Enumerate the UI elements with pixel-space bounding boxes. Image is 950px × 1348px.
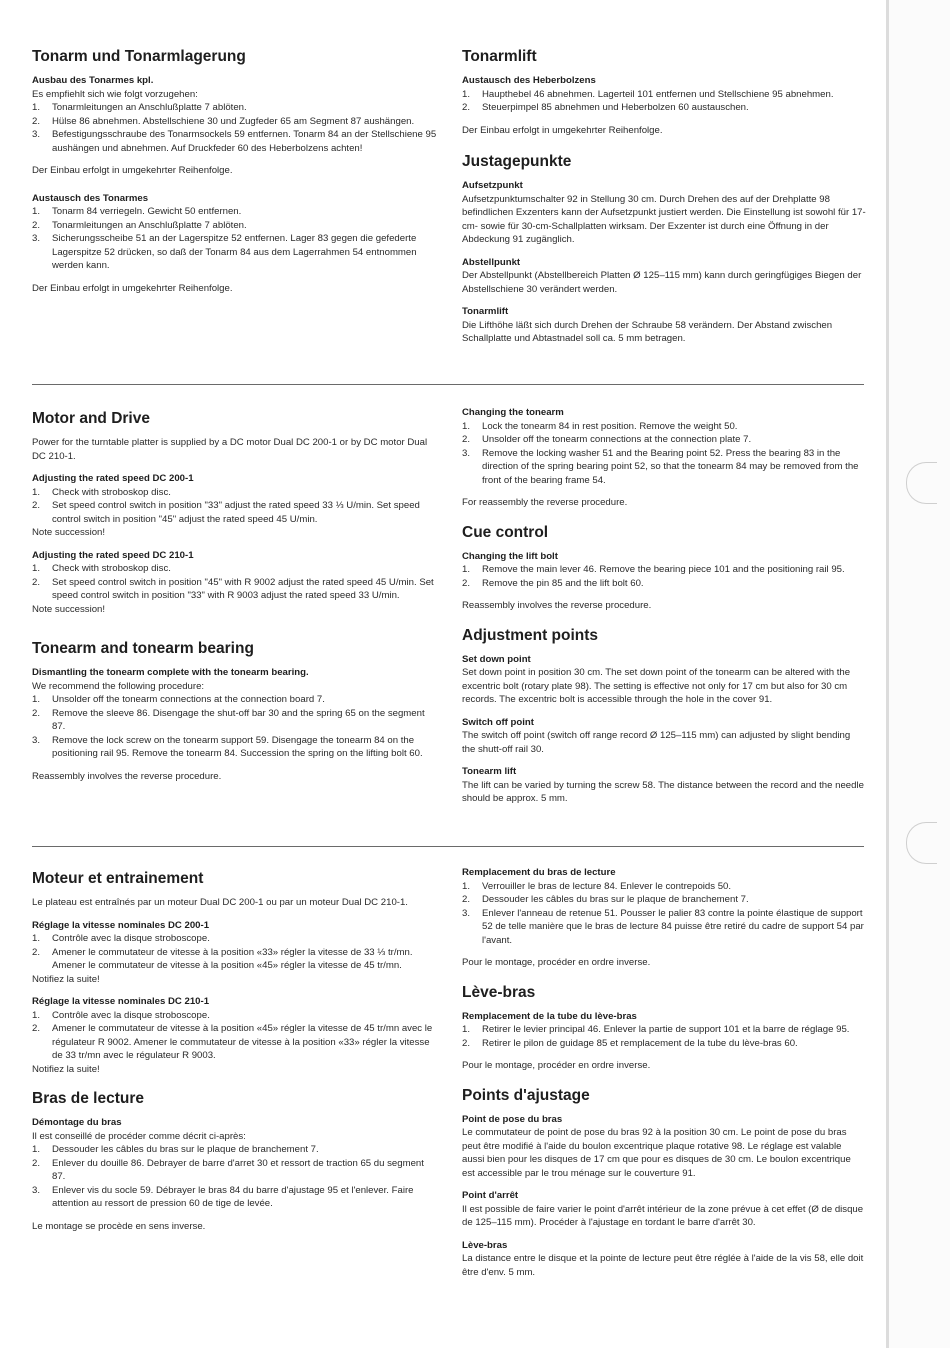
list-item: 1. Lock the tonearm 84 in rest position. Remove the weight 50. [462,420,738,432]
section-title: Tonarm und Tonarmlagerung [32,48,246,65]
list-item: 1. Check with stroboskop disc. [32,486,171,498]
list-item: 3. Enlever vis du socle 59. Débrayer le bras 84 du barre d'ajustage 95 et l'enlever. Faire attention au ressort de pression 60 de tige de levée. [32,1184,414,1209]
body-text: The lift can be varied by turning the screw 58. The distance between the record and the needle should be approx. 5 mm. [462,779,864,804]
footer-text: Reassembly involves the reverse procedure. [32,770,222,782]
subheading: Set down point [462,653,531,665]
section-divider [32,384,864,385]
list-item: 2. Amener le commutateur de vitesse à la position «45» régler la vitesse de 45 tr/mn avec le régulateur R 9002. Amener le commutateur de vitesse à la position «33» régler la vitesse de 33 tr/mn avec le régulateur R 9003. [32,1023,433,1061]
intro-text: We recommend the following procedure: [32,680,205,692]
body-text: Der Abstellpunkt (Abstellbereich Platten Ø 125–115 mm) kann durch geringfügiges Biegen der Abstellschiene 30 verändert werden. [462,270,862,295]
list-item: 2. Dessouder les câbles du bras sur le plaque de branchement 7. [462,894,749,905]
steps-list [32,205,438,273]
scan-edge-line [886,0,889,1348]
body-text: Il est possible de faire varier le point d'arrêt intérieur de la zone prévue à cet effet (Ø de disque de 125–115 mm). Procéder à l'ajustage en tordant le barre d'arrêt 30. [462,1203,864,1228]
list-item: 2. Set speed control switch in position "45" with R 9002 adjust the rated speed 45 U/min. Set speed control switch in position "33" with R 9003 adjust the rated speed 33 U/min. [32,576,434,601]
footer-text: Le montage se procède en sens inverse. [32,1220,206,1232]
list-item: 2. Retirer le pilon de guidage 85 et remplacement de la tube du lève-bras 60. [462,1037,798,1049]
steps-list [32,1009,438,1063]
body-text: Die Lifthöhe läßt sich durch Drehen der Schraube 58 verändern. Der Abstand zwischen Schallplatte und Abtastnadel soll ca. 5 mm betragen. [462,319,833,344]
section-title: Cue control [462,523,549,541]
subheading: Switch off point [462,716,534,728]
footer-text: Pour le montage, procéder en ordre inverse. [462,1060,651,1071]
list-item: 1. Check with stroboskop disc. [32,563,171,574]
section-title: Lève-bras [462,983,536,1001]
binder-clip-mark [906,462,937,504]
list-item: 3. Enlever l'anneau de retenue 51. Pousser le palier 83 contre la pointe élastique de support 52 de telle manière que le bras de lecture 84 puisse être retiré du cadre de support 54 par l'avant. [462,907,864,946]
list-item: 2. Amener le commutateur de vitesse à la position «33» régler la vitesse de 33 ⅓ tr/mn. Amener le commutateur de vitesse à la position «45» régler la vitesse de 45 tr/mn. [32,946,413,971]
section-divider [32,846,864,847]
subheading: Tonarmlift [462,306,509,317]
body-text: Aufsetzpunktumschalter 92 in Stellung 30 cm. Durch Drehen des auf der Drehplatte 98 befindlichen Exzenters kann der Aufsetzpunkt justiert werden. Die Einstellung ist sowohl für 17-cm- sowie für 30-cm-Schallplatten wirksam. Der Exzenter ist durch eine Öffnung in der Abdeckung 91 zugänglich. [462,193,866,245]
footer-text: Der Einbau erfolgt in umgekehrter Reihenfolge. [462,124,663,136]
footer-text: For reassembly the reverse procedure. [462,497,628,508]
steps-list [32,562,438,603]
subheading: Changing the lift bolt [462,550,558,562]
section-title: Tonearm and tonearm bearing [32,640,254,657]
footer-text: Pour le montage, procéder en ordre inverse. [462,957,651,968]
subheading: Adjusting the rated speed DC 200-1 [32,473,194,484]
intro-text: Le plateau est entraînés par un moteur Dual DC 200-1 ou par un moteur Dual DC 210-1. [32,897,408,908]
list-item: 2. Tonarmleitungen an Anschlußplatte 7 ablöten. [32,219,247,231]
list-item: 1. Tonarm 84 verriegeln. Gewicht 50 entfernen. [32,206,242,217]
subheading: Austausch des Tonarmes [32,192,149,204]
subheading: Lève-bras [462,1239,508,1251]
subheading: Remplacement de la tube du lève-bras [462,1010,637,1022]
section-title: Adjustment points [462,626,599,644]
section-title: Bras de lecture [32,1090,144,1107]
body-text: Le commutateur de point de pose du bras 92 à la position 30 cm. Le point de pose du bras peut être modifié à l'aide du boulon excentrique plaque rotative 98. Le réglage est valable aussi bien pour les disques de 17 cm que pour es disques de 30 cm. Le boulon excentrique est accessible par le trou ménage sur le couverture 91. [462,1127,851,1179]
list-item: 2. Remove the pin 85 and the lift bolt 60. [462,577,644,589]
subheading: Réglage la vitesse nominales DC 210-1 [32,996,210,1007]
footer-text: Notifiez la suite! [32,973,100,985]
english-left-column [32,410,438,792]
list-item: 2. Unsolder off the tonearm connections at the connection plate 7. [462,434,752,445]
steps-list [462,1023,866,1050]
steps-list [462,880,866,948]
list-item: 1. Retirer le levier principal 46. Enlever la partie de support 101 et la barre de réglage 95. [462,1024,850,1035]
subheading: Remplacement du bras de lecture [462,867,616,878]
intro-text: Il est conseillé de procéder comme décrit ci-après: [32,1130,246,1142]
subheading: Tonearm lift [462,766,517,777]
list-item: 1. Dessouder les câbles du bras sur le plaque de branchement 7. [32,1144,319,1155]
list-item: 3. Remove the lock screw on the tonearm support 59. Disengage the tonearm 84 on the positioning rail 95. Remove the tonearm 84. Succession the spring on the lifting bolt 60. [32,734,423,759]
binder-clip-mark [906,822,937,864]
subheading: Ausbau des Tonarmes kpl. [32,75,154,86]
steps-list [32,932,438,973]
steps-list [32,1143,438,1211]
subheading: Dismantling the tonearm complete with the tonearm bearing. [32,667,309,678]
list-item: 1. Haupthebel 46 abnehmen. Lagerteil 101 entfernen und Stellschiene 95 abnehmen. [462,88,834,100]
steps-list [32,693,438,761]
list-item: 1. Tonarmleitungen an Anschlußplatte 7 ablöten. [32,102,247,113]
intro-text: Es empfiehlt sich wie folgt vorzugehen: [32,88,198,100]
subheading: Austausch des Heberbolzens [462,75,596,86]
subheading: Aufsetzpunkt [462,180,523,191]
list-item: 3. Befestigungsschraube des Tonarmsockels 59 entfernen. Tonarm 84 an der Stellschiene 95 aushängen und abnehmen. Auf Druckfeder 60 des Heberbolzens achten! [32,129,437,154]
english-right-column [462,406,866,815]
steps-list [462,420,866,488]
list-item: 3. Sicherungsscheibe 51 an der Lagerspitze 52 entfernen. Lager 83 gegen die gefederte Lagerspitze 52 drücken, so daß der Tonarm 84 aus dem Lagerrahmen 54 entnommen werden kann. [32,233,417,271]
body-text: Set down point in position 30 cm. The set down point of the tonearm can be altered with the excentric bolt (rotary plate 98). The setting is effective not only for 17 cm but also for 30 cm records. The excentric bolt is accessible through the hole in the cover 91. [462,667,851,705]
german-left-column [32,48,438,304]
footer-text: Reassembly involves the reverse procedure. [462,600,652,611]
footer-text: Notifiez la suite! [32,1063,100,1075]
list-item: 2. Steuerpimpel 85 abnehmen und Heberbolzen 60 austauschen. [462,102,749,113]
footer-text: Der Einbau erfolgt in umgekehrter Reihenfolge. [32,282,233,294]
steps-list [32,486,438,527]
list-item: 1. Remove the main lever 46. Remove the bearing piece 101 and the positioning rail 95. [462,564,845,575]
list-item: 1. Contrôle avec la disque stroboscope. [32,1009,210,1021]
subheading: Changing the tonearm [462,407,564,418]
list-item: 2. Remove the sleeve 86. Disengage the shut-off bar 30 and the spring 65 on the segment 87. [32,707,425,732]
subheading: Point de pose du bras [462,1113,563,1125]
section-title: Points d'ajustage [462,1086,590,1104]
section-title: Justagepunkte [462,153,572,170]
steps-list [462,88,866,115]
section-title: Moteur et entrainement [32,870,204,887]
body-text: The switch off point (switch off range record Ø 125–115 mm) can adjusted by slight bending the shutt-off rail 30. [462,730,851,755]
list-item: 2. Set speed control switch in position "33" adjust the rated speed 33 ⅓ U/min. Set speed control switch in position "45" adjust the rated speed 45 U/min. [32,500,420,525]
section-title: Tonarmlift [462,48,537,65]
subheading: Adjusting the rated speed DC 210-1 [32,549,194,561]
french-right-column [462,866,866,1288]
list-item: 3. Remove the locking washer 51 and the Bearing point 52. Press the bearing 83 in the direction of the spring bearing point 52, so that the tonearm 84 may be removed from the front of the bearing frame 54. [462,447,859,486]
body-text: La distance entre le disque et la pointe de lecture peut être réglée à l'aide de la vis 58, elle doit être d'env. 5 mm. [462,1253,864,1278]
footer-text: Note succession! [32,603,106,615]
list-item: 2. Enlever du douille 86. Debrayer de barre d'arret 30 et ressort de traction 65 du segment 87. [32,1157,424,1182]
footer-text: Der Einbau erfolgt in umgekehrter Reihenfolge. [32,165,233,176]
list-item: 1. Verrouiller le bras de lecture 84. Enlever le contrepoids 50. [462,880,732,892]
list-item: 2. Hülse 86 abnehmen. Abstellschiene 30 und Zugfeder 65 am Segment 87 aushängen. [32,115,415,127]
footer-text: Note succession! [32,527,106,538]
steps-list [462,563,866,590]
intro-text: Power for the turntable platter is supplied by a DC motor Dual DC 200-1 or by DC motor Dual DC 210-1. [32,437,428,462]
section-title: Motor and Drive [32,410,150,427]
list-item: 1. Unsolder off the tonearm connections at the connection board 7. [32,694,325,705]
steps-list [32,101,438,155]
subheading: Abstellpunkt [462,256,521,268]
german-right-column [462,48,866,355]
subheading: Point d'arrêt [462,1190,519,1201]
list-item: 1. Contrôle avec la disque stroboscope. [32,933,210,944]
scan-margin [889,0,950,1348]
subheading: Démontage du bras [32,1117,122,1128]
french-left-column [32,870,438,1242]
subheading: Réglage la vitesse nominales DC 200-1 [32,919,210,931]
